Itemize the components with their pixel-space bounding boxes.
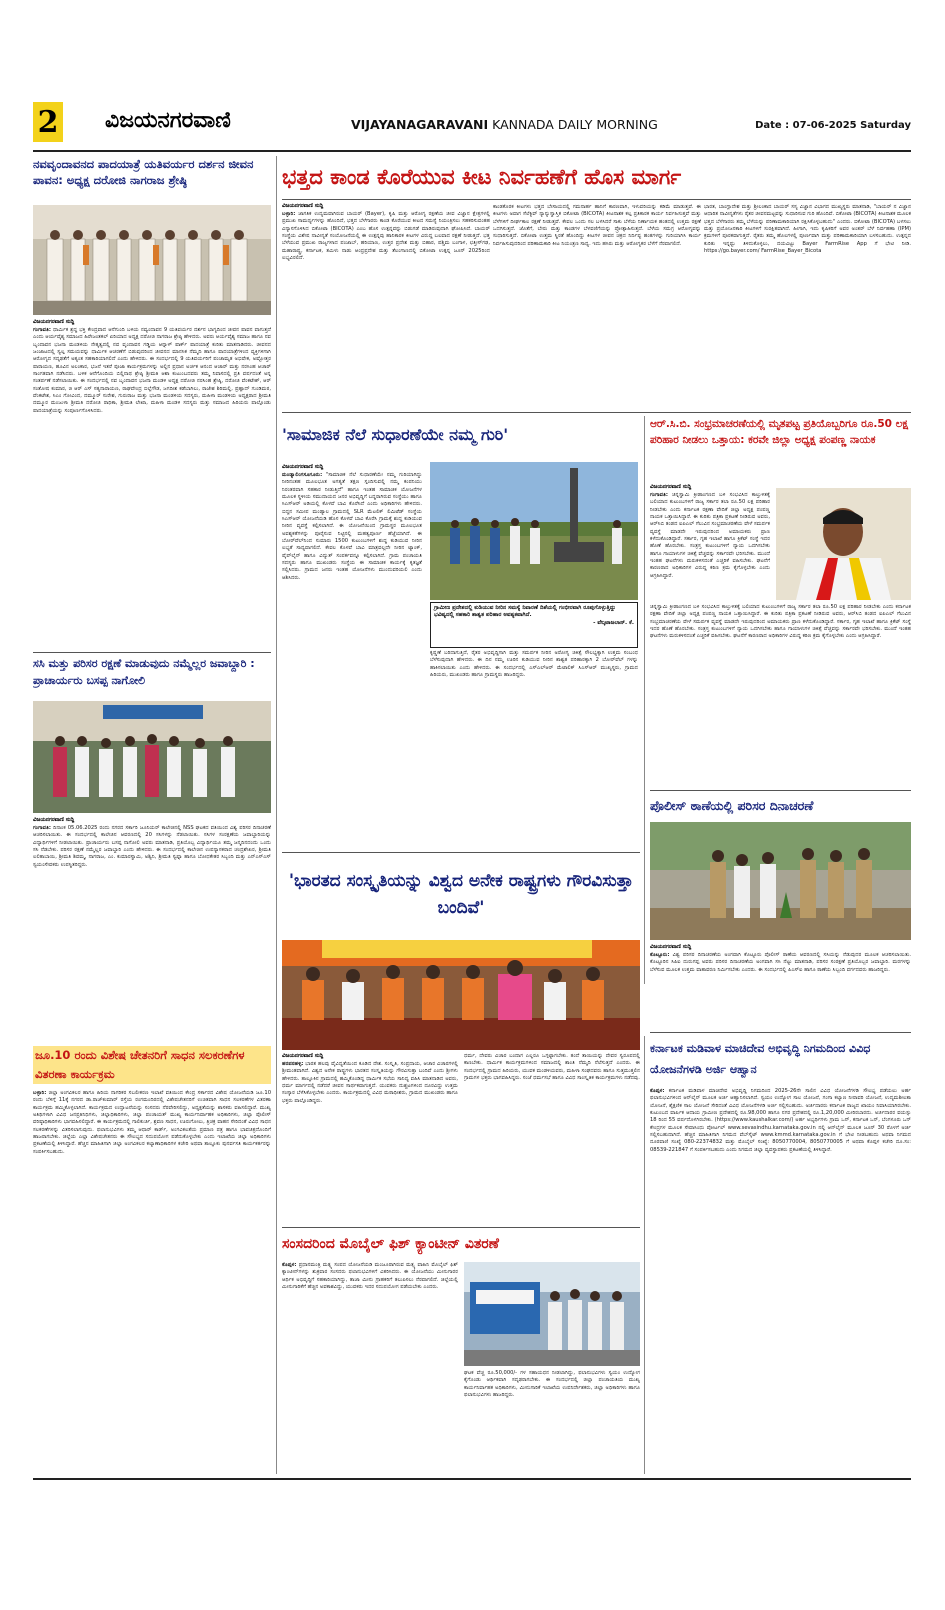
- rule-pest: [282, 199, 911, 200]
- rule-police: [650, 1032, 911, 1033]
- madival-dateline: ಕೊಪ್ಪಳ:: [650, 1088, 665, 1094]
- page-number: 2: [37, 104, 59, 140]
- tools-headline: ಜೂ.10 ರಂದು ವಿಶೇಷ ಚೇತನರಿಗೆ ಸಾಧನ ಸಲಕರಣೆಗಳ ವಿತರಣಾ ಕಾರ್ಯಕ್ರಮ: [33, 1046, 271, 1084]
- rule-col-3: [644, 1036, 645, 1474]
- culture-col2: ಧರ್ಮ, ದೇವರು ವಿಚಾರ ಬಂದಾಗ ಎಲ್ಲರೂ ಒಗ್ಗಟ್ಟಾಗಬೇಕು. ತಂದೆ ತಾಯಿಯನ್ನು ದೇವರ ಸ್ವರೂಪದಲ್ಲಿ ಕಾಣಬೇಕು. ಧಾರ್ಮಿಕ ಕಾರ್ಯಕ್ರಮಗಳಿಂದ ಸಮಾಜದಲ್ಲಿ ಶಾಂತಿ ನೆಮ್ಮದಿ ನೆಲೆಸುತ್ತದೆ ಎಂದರು. ಈ ಸಂದರ್ಭದಲ್ಲಿ ಗ್ರಾಮದ ಹಿರಿಯರು, ಯುವಕ ಮಂಡಳಿಯವರು, ಮಹಿಳಾ ಸಂಘದವರು ಹಾಗೂ ಸುತ್ತಮುತ್ತಲಿನ ಗ್ರಾಮಗಳ ಭಕ್ತರು ಭಾಗವಹಿಸಿದ್ದರು. ಸಂಜೆ ಧರ್ಮಸಭೆ ಹಾಗೂ ವಿವಿಧ ಸಾಂಸ್ಕೃತಿಕ ಕಾರ್ಯಕ್ರಮಗಳು ನಡೆದವು.: [464, 1053, 640, 1082]
- rule-left-1: [33, 652, 271, 653]
- yatra-dateline: ಗಂಗಾವತಿ:: [33, 327, 51, 333]
- pest-dateline: ಬಳ್ಳಾರಿ:: [282, 211, 296, 217]
- police-dateline: ಕೊಟ್ಟೂರು:: [650, 952, 670, 958]
- fish-col2: ಘಟಕ ವೆಚ್ಚ ರೂ.50,000/- ಗಳ ಸಹಾಯಧನ ನೀಡಲಾಗಿದ್ದು, ಫಲಾನುಭವಿಗಳು ಸ್ವಯಂ ಉದ್ಯೋಗ ಕೈಗೊಂಡು ಆರ್ಥಿಕವಾಗಿ ಸದೃಢರಾಗಬೇಕು. ಈ ಸಂದರ್ಭದಲ್ಲಿ ಜಿಲ್ಲಾ ಪಂಚಾಯತಿಯ ಮುಖ್ಯ ಕಾರ್ಯನಿರ್ವಾಹಕ ಅಧಿಕಾರಿಗಳು, ಮೀನುಗಾರಿಕೆ ಇಲಾಖೆಯ ಉಪನಿರ್ದೇಶಕರು, ಜಿಲ್ಲಾ ಅಧಿಕಾರಿಗಳು ಹಾಗೂ ಫಲಾನುಭವಿಗಳು ಹಾಜರಿದ್ದರು.: [464, 1370, 640, 1399]
- masthead-title-en: [351, 117, 658, 132]
- madival-headline: ಕರ್ನಾಟಕ ಮಡಿವಾಳ ಮಾಚಿದೇವ ಅಭಿವೃದ್ಧಿ ನಿಗಮದಿಂದ ವಿವಿಧ ಯೋಜನೆಗಳಡಿ ಅರ್ಜಿ ಆಹ್ವಾನ: [650, 1042, 871, 1076]
- tools-body-text: ಜಿಲ್ಲಾ ಅಂಗವಿಕಲರ ಹಾಗೂ ಹಿರಿಯ ನಾಗರಿಕರ ಸಬಲೀಕರಣ ಇಲಾಖೆ ವತಿಯಿಂದ ಕೇಂದ್ರ ಸರ್ಕಾರದ ವಿಶೇಷ ಯೋಜನೆಯಡಿ ಜೂ.10 ರಂದು ಬೆಳಿಗ್ಗೆ 11ಕ್ಕೆ ನಗರದ ಡಾ.ರಾಜ್‌ಕುಮಾರ್ ರಸ್ತೆಯ ರಂಗಮಂದಿರದಲ್ಲಿ ವಿಶೇಷಚೇತನರಿಗೆ ಉಚಿತವಾಗಿ ಸಾಧನ ಸಲಕರಣೆಗಳ ವಿತರಣಾ ಕಾರ್ಯಕ್ರಮ ಹಮ್ಮಿಕೊಳ್ಳಲಾಗಿದೆ. ಕಾರ್ಯಕ್ರಮದ ಉದ್ಘಾಟನೆಯನ್ನು ಸಂಸದರು ನೆರವೇರಿಸಲಿದ್ದು, ಅಧ್ಯಕ್ಷತೆಯನ್ನು ಶಾಸಕರು ವಹಿಸಲಿದ್ದಾರೆ. ಮುಖ್ಯ ಅತಿಥಿಗಳಾಗಿ ವಿವಿಧ ಜನಪ್ರತಿನಿಧಿಗಳು, ಜಿಲ್ಲಾಧಿಕಾರಿಗಳು, ಜಿಲ್ಲಾ ಪಂಚಾಯತ್ ಮುಖ್ಯ ಕಾರ್ಯನಿರ್ವಾಹಕ ಅಧಿಕಾರಿಗಳು, ಜಿಲ್ಲಾ ಪೊಲೀಸ್ ವರಿಷ್ಠಾಧಿಕಾರಿಗಳು ಭಾಗವಹಿಸಲಿದ್ದಾರೆ. ಈ ಕಾರ್ಯಕ್ರಮದಲ್ಲಿ ಗಾಲಿಕುರ್ಚಿ, ಶ್ರವಣ ಸಾಧನ, ಊರುಗೋಲು, ತ್ರಿಚಕ್ರ ವಾಹನ ಸೇರಿದಂತೆ ವಿವಿಧ ಸಾಧನ ಸಲಕರಣೆಗಳನ್ನು ವಿತರಿಸಲಾಗುವುದು. ಫಲಾನುಭವಿಗಳು ತಮ್ಮ ಆಧಾರ್ ಕಾರ್ಡ್, ಅಂಗವಿಕಲತೆಯ ಪ್ರಮಾಣ ಪತ್ರ ಹಾಗೂ ಭಾವಚಿತ್ರದೊಂದಿಗೆ ಹಾಜರಾಗಬೇಕು. ಜಿಲ್ಲೆಯ ಎಲ್ಲಾ ವಿಶೇಷಚೇತನರು ಈ ಸೌಲಭ್ಯದ ಸದುಪಯೋಗ ಪಡೆದುಕೊಳ್ಳಬೇಕು ಎಂದು ಇಲಾಖೆಯ ಜಿಲ್ಲಾ ಅಧಿಕಾರಿಗಳು ಪ್ರಕಟಣೆಯಲ್ಲಿ ತಿಳಿಸಿದ್ದಾರೆ. ಹೆಚ್ಚಿನ ಮಾಹಿತಿಗಾಗಿ ಜಿಲ್ಲಾ ಅಂಗವಿಕಲರ ಕಲ್ಯಾಣಾಧಿಕಾರಿಗಳ ಕಚೇರಿ ಅಥವಾ ತಾಲ್ಲೂಕು ಪುನರ್ವಸತಿ ಕಾರ್ಯಕರ್ತರನ್ನು ಸಂಪರ್ಕಿಸಬಹುದು.: [33, 1090, 271, 1155]
- rcb-headline: ಆರ್.ಸಿ.ಬಿ. ಸಂಭ್ರಮಾಚರಣೆಯಲ್ಲಿ ಮೃತಪಟ್ಟ ಪ್ರತಿಯೊಬ್ಬರಿಗೂ ರೂ.50 ಲಕ್ಷ ಪರಿಹಾರ ನೀಡಲು ಒತ್ತಾಯ: ಕರವೇ ಜಿಲ್ಲಾ ಅಧ್ಯಕ್ಷ ಪಂಪಣ್ಣ ನಾಯಕ: [650, 418, 909, 446]
- rcb-body-cont: [650, 604, 911, 788]
- social-body1: [282, 472, 422, 848]
- social-caption-box: [430, 602, 638, 648]
- culture-photo: [282, 940, 640, 1050]
- page-number-badge: [33, 102, 63, 142]
- rule-rcb: [650, 790, 911, 791]
- pest-col1-text: ಜಾಗತಿಕ ಉದ್ಯಮವಾಗಿರುವ ಬಾಯರ್ (Bayer), ಕೃಷಿ ಮತ್ತು ಆರೋಗ್ಯ ರಕ್ಷಣೆಯ ಜೀವ ವಿಜ್ಞಾನ ಕ್ಷೇತ್ರಗಳಲ್ಲಿ ಪ್ರಮುಖ ಸಾಮರ್ಥ್ಯಗಳನ್ನು ಹೊಂದಿದೆ, ಭತ್ತದ ಬೆಳೆಗಾರರು ಕಾಂಡ ಕೊರೆಯುವ ಕೀಟದ ಸಮಸ್ಯೆ ನಿಯಂತ್ರಿಸಲು ಸಹಕರಿಸುವಂತಹ ವಿನ್ಯಾಸಗೊಳಿಸಿದ ಬಿಕೋಟಾ (BICOTA) ಎಂಬ ಹೊಸ ಉತ್ಪನ್ನವನ್ನು ಬಿಡುಗಡೆ ಮಾಡಿರುವುದಾಗಿ ಘೋಷಿಸಿದೆ. ಬಾಯರ್ ಸಂಸ್ಥೆಯ ವಿಶೇಷ ನಾವೀನ್ಯತೆ ಸಂಯೋಜನೆಯಲ್ಲಿ ಈ ಉತ್ಪನ್ನವು ಹಾನಿಕಾರಕ ಕೀಟಗಳ ವಿರುದ್ಧ ಬಲವಾದ ರಕ್ಷಣೆ ನೀಡುತ್ತದೆ. ಭತ್ತ ಬೆಳೆಯುವ ಪ್ರಮುಖ ರಾಜ್ಯಗಳಾದ ಪಂಜಾಬ್, ಹರಿಯಾಣ, ಉತ್ತರ ಪ್ರದೇಶ ಮತ್ತು ಬಿಹಾರ, ಪಶ್ಚಿಮ ಬಂಗಾಳ, ಛತ್ತೀಸ್‌ಗಢ, ಮಹಾರಾಷ್ಟ್ರ, ಕರ್ನಾಟಕ, ತಮಿಳು ನಾಡು ಆಂಧ್ರಪ್ರದೇಶ ಮತ್ತು ತೆಲಂಗಾಣದಲ್ಲಿ ಬಿಕೋಟಾ ಉತ್ಪನ್ನ ಜೂನ್ 2025ರಿಂದ ಲಭ್ಯವಿರಲಿದೆ.: [282, 211, 490, 262]
- rcb-dateline: ಗಂಗಾವತಿ:: [650, 492, 668, 498]
- rule-pest-bottom: [282, 412, 911, 413]
- pest-byline: [282, 203, 492, 210]
- madival-body-text: ಕರ್ನಾಟಕ ಮಡಿವಾಳ ಮಾಚಿದೇವ ಅಭಿವೃದ್ಧಿ ನಿಗಮದಿಂದ 2025-26ನೇ ಸಾಲಿನ ವಿವಿಧ ಯೋಜನೆಗಳಡಿ ಸೌಲಭ್ಯ ಪಡೆಯಲು ಅರ್ಹ ಫಲಾನುಭವಿಗಳಿಂದ ಆನ್‌ಲೈನ್ ಮೂಲಕ ಅರ್ಜಿ ಆಹ್ವಾನಿಸಲಾಗಿದೆ. ಸ್ವಯಂ ಉದ್ಯೋಗ ಸಾಲ ಯೋಜನೆ, ಗಂಗಾ ಕಲ್ಯಾಣ ನೀರಾವರಿ ಯೋಜನೆ, ಉದ್ಯಮಶೀಲತಾ ಯೋಜನೆ, ಶೈಕ್ಷಣಿಕ ಸಾಲ ಯೋಜನೆ ಸೇರಿದಂತೆ ವಿವಿಧ ಯೋಜನೆಗಳಡಿ ಅರ್ಜಿ ಸಲ್ಲಿಸಬಹುದು. ಅರ್ಜಿದಾರರು ಕರ್ನಾಟಕ ರಾಜ್ಯದ ಖಾಯಂ ನಿವಾಸಿಯಾಗಿರಬೇಕು. ಕುಟುಂಬದ ವಾರ್ಷಿಕ ಆದಾಯ ಗ್ರಾಮೀಣ ಪ್ರದೇಶದಲ್ಲಿ ರೂ.98,000 ಹಾಗೂ ನಗರ ಪ್ರದೇಶದಲ್ಲಿ ರೂ.1,20,000 ಮೀರಿರಬಾರದು. ಅರ್ಜಿದಾರರ ವಯಸ್ಸು 18 ರಿಂದ 55 ವರ್ಷದೊಳಗಿರಬೇಕು. (https://www.kaushalkar.com/) ಅರ್ಹ ಅಭ್ಯರ್ಥಿಗಳು ಗ್ರಾಮ ಒನ್, ಕರ್ನಾಟಕ ಒನ್, ಬೆಂಗಳೂರು ಒನ್ ಕೇಂದ್ರಗಳ ಮೂಲಕ ಸೇವಾಸಿಂಧು ಪೋರ್ಟಲ್ www.sevasindhu.karnataka.gov.in ನಲ್ಲಿ ಆನ್‌ಲೈನ್ ಮೂಲಕ ಜೂನ್ 30 ರೊಳಗೆ ಅರ್ಜಿ ಸಲ್ಲಿಸಬಹುದಾಗಿದೆ. ಹೆಚ್ಚಿನ ಮಾಹಿತಿಗಾಗಿ ನಿಗಮದ ವೆಬ್‌ಸೈಟ್ www.kmmd.karnataka.gov.in ಗೆ ಭೇಟಿ ನೀಡಬಹುದು ಅಥವಾ ನಿಗಮದ ದೂರವಾಣಿ ಸಂಖ್ಯೆ 080-22374832 ಮತ್ತು ಮೊಬೈಲ್ ಸಂಖ್ಯೆ: 8050770004, 8050770005 ಗೆ ಅಥವಾ ಕೊಪ್ಪಳ ಕಚೇರಿ ದೂ.ಸಂ: 08539-221847 ಗೆ ಸಂಪರ್ಕಿಸಬಹುದು ಎಂದು ನಿಗಮದ ಜಿಲ್ಲಾ ವ್ಯವಸ್ಥಾಪಕರು ಪ್ರಕಟಣೆಯಲ್ಲಿ ತಿಳಿಸಿದ್ದಾರೆ.: [650, 1088, 911, 1153]
- social-photo: [430, 462, 638, 600]
- group-photo-image: [33, 205, 271, 315]
- culture-dateline: ಹರಪನಹಳ್ಳಿ:: [282, 1061, 304, 1067]
- pest-byline-text: ವಿಜಯನಗರವಾಣಿ ಸುದ್ದಿ: [282, 203, 324, 209]
- borewell-photo-image: [430, 462, 638, 600]
- religious-event-image: [282, 940, 640, 1050]
- footer-rule: [33, 1478, 911, 1480]
- fish-col1-text: ಪ್ರಧಾನಮಂತ್ರಿ ಮತ್ಸ್ಯ ಸಂಪದ ಯೋಜನೆಯಡಿ ಮಂಜೂರಾಗಿರುವ ಮತ್ಸ್ಯ ವಾಹಿನಿ ಮೊಬೈಲ್ ಫಿಶ್ ಕ್ಯಾಂಟೀನ್‌ಗಳನ್ನು ಶುಕ್ರವಾರ ಸಂಸದರು ಫಲಾನುಭವಿಗಳಿಗೆ ವಿತರಿಸಿದರು. ಈ ಯೋಜನೆಯು ಮೀನುಗಾರರ ಆರ್ಥಿಕ ಅಭಿವೃದ್ಧಿಗೆ ಸಹಕಾರಿಯಾಗಿದ್ದು, ತಾಜಾ ಮೀನು ಗ್ರಾಹಕರಿಗೆ ತಲುಪಿಸಲು ನೆರವಾಗಲಿದೆ. ಜಿಲ್ಲೆಯಲ್ಲಿ ಮೀನುಗಾರಿಕೆಗೆ ಹೆಚ್ಚಿನ ಅವಕಾಶವಿದ್ದು, ಯುವಕರು ಇದರ ಸದುಪಯೋಗ ಪಡೆಯಬೇಕು ಎಂದರು.: [282, 1262, 458, 1291]
- pest-headline: ಭತ್ತದ ಕಾಂಡ ಕೊರೆಯುವ ಕೀಟ ನಿರ್ವಹಣೆಗೆ ಹೊಸ ಮಾರ್ಗ: [282, 165, 682, 189]
- students-photo-image: [33, 701, 271, 813]
- rule-col-1: [276, 156, 277, 1474]
- rule-fish-top: [282, 1227, 640, 1228]
- yatra-byline: ವಿಜಯನಗರವಾಣಿ ಸುದ್ದಿ: [33, 319, 75, 325]
- social-caption-credit: - ವೆಲ್ಕಟಾಜಲಾನ್. ಕೆ.: [593, 619, 634, 626]
- yatra-body-text: ಧಾರ್ಮಿಕ ಶ್ರದ್ಧ ಭಕ್ತಿ ಕೇಂದ್ರವಾದ ಆನೆಗುಂದಿ ಬಳಿಯ ನವ್ವಂದಾವನ 9 ಯತಿವರ್ಯರ ದರ್ಶನ ಭಾಗ್ಯದಿಂದ ಜೀವನ ಪಾವನ ವಾಗುತ್ತದೆ ಎಂದು ಆರ್ಯವೈಶ್ಯ ಸಮಾಜದ ಹಿರೇಜಂತಕಲ್ ಏರಿಯಾದ ಅಧ್ಯಕ್ಷ ದರೋಜಿ ನಾಗರಾಜ ಶ್ರೇಷ್ಠಿ ಹೇಳಿದರು. ಅವರು ಆರ್ಯವೈಶ್ಯ ಸಮಾಜ ಹಾಗೂ ನವ ಬೃಂದಾವನ ಭಜನಾ ಮಂಡಳಿಯ ನೇತೃತ್ವದಲ್ಲಿ ನವ ವೃಂದಾವನ ಗಡ್ಡಿಯ ಆನ್ನಾಳ್‌ ಪಾರ್ಕ್ ಪಾದಯಾತ್ರೆ ಕುರಿತು ಮಾತನಾಡಿದರು. ಜೀವನದ ಜಂಜಾಟದಲ್ಲಿ ಸ್ವಲ್ಪ ಸಮಯವನ್ನು ಧಾರ್ಮಿಕ ಆಚರಣೆಗೆ ಬಿಡುವುದರಿಂದ ಜೀವನದ ಮಾನಸಿಕ ನೆಮ್ಮದಿ ಹಾಗೂ ಪಾದಯಾತ್ರೆಗಳಿಂದ ವ್ಯಕ್ತಿಗಳಿಗಾಗಿ ಆರೋಗ್ಯದ ಸದೃಢತೆಗೆ ಅತ್ಯಂತ ಸಹಕಾರಿಯಾಗಲಿದೆ ಎಂದು ಹೇಳಿದರು. ಈ ಸಂದರ್ಭದಲ್ಲಿ 9 ಯತಿವರ್ಯರಿಗೆ ಪಂಚಾಮೃತ ಅಭಿಷೇಕ, ಅಷ್ಟೋತ್ತರ ಪಾರಾಯಣ, ಹೂವಿನ ಅಲಂಕಾರ, ಭಜನೆ ಇತರೆ ಪೂಜಾ ಕಾರ್ಯಕ್ರಮಗಳನ್ನು ಅಲ್ಲಿನ ಪ್ರಧಾನ ಅರ್ಚಕ ಆನಂದ ಆಚಾರ್ ಮತ್ತು ನರಸಿಂಹ ಆಚಾರ್ ಸಾಂಗತವಾಗಿ ನಡೆಸಿದರು. ಬಳಿಕ ಆನೆಗೊಂದಿಯ ಬಿಲ್ಲಿನಾಥ ಶ್ರೇಷ್ಠಿ ಶ್ರೀಮತಿ ಆಶಾ ಕುಟುಂಬದವರು ತಮ್ಮ ನಿವಾಸದಲ್ಲಿ ಪ್ರತಿ ವರ್ಷದಂತೆ ಅನ್ನ ಸಂತರ್ಪಣೆ ನಡೆಸಲಾಯಿತು. ಈ ಸಂದರ್ಭದಲ್ಲಿ ನವ ಬೃಂದಾವನ ಭಜನಾ ಮಂಡಳಿ ಅಧ್ಯಕ್ಷ ದರೋಜಿ ನರಸಿಂಹ ಶ್ರೇಷ್ಠಿ, ದರೋಜಿ ವೆಂಕಟೇಶ್, ಆರ್ ಸಂತೋಷ ಕುಮಾರ, ಜಿ ಆರ್ ಎಸ್ ಸತ್ಯನಾರಾಯಣ, ರಾಘವೇಂದ್ರ ಬಿಲ್ಲೆಗೌಡ, ಜಗದೀಶ ಕಡೆಬಾಗಿಲು, ರಾಜೇಶ ಶಿರಿಮಲ್ಲಿ, ಪ್ರಹ್ಲಾದ್ ಗುಂಡಿಮಠ, ವೆಂಕಟೇಶ, ಸಿಎಂ ಗೋವಿಂದ, ದಮ್ಮೂರ್ ಸುರೇಶ, ಗುರುರಾಜ ಮತ್ತು ಭಜನಾ ಮಂಡಳಿಯ ಸದಸ್ಯರು, ಮಹಿಳಾ ಮಂಡಳಿಯ ಅಧ್ಯಕ್ಷರಾದ ಶ್ರೀಮತಿ ದಮ್ಮೂರ ಮಂಜುಳಾ ಶ್ರೀಮತಿ ದರೋಜಿ ರಾಧಿಕಾ, ಶ್ರೀಮತಿ ಲೇಖಾ, ಮಹಿಳಾ ಮಂಡಳಿ ಸದಸ್ಯರು ಮತ್ತು ಸಮಾಜದ ಹಿರಿಯರು ಪಾಲ್ಗೊಂಡು ಪಾದಯಾತ್ರೆಯನ್ನು ಸಂಪೂರ್ಣಗೊಳಿಸಿದರು.: [33, 327, 271, 414]
- police-byline: ವಿಜಯನಗರವಾಣಿ ಸುದ್ದಿ: [650, 944, 692, 950]
- rcb-body-text: ಚಿನ್ನಸ್ವಾಮಿ ಕ್ರೀಡಾಂಗಣದ ಬಳಿ ಸಂಭವಿಸಿದ ಕಾಲ್ತುಳಿತಕ್ಕೆ ಬಲಿಯಾದ ಕುಟುಂಬಗಳಿಗೆ ರಾಜ್ಯ ಸರ್ಕಾರ ತಲಾ ರೂ.50 ಲಕ್ಷ ಪರಿಹಾರ ನೀಡಬೇಕು ಎಂದು ಕರ್ನಾಟಕ ರಕ್ಷಣಾ ವೇದಿಕೆ ಜಿಲ್ಲಾ ಅಧ್ಯಕ್ಷ ಪಂಪಣ್ಣ ನಾಯಕ ಒತ್ತಾಯಿಸಿದ್ದಾರೆ. ಈ ಕುರಿತು ಪತ್ರಿಕಾ ಪ್ರಕಟಣೆ ನೀಡಿರುವ ಅವರು, ಆರ್‌ಸಿಬಿ ತಂಡದ ಐಪಿಎಲ್ ಗೆಲುವಿನ ಸಂಭ್ರಮಾಚರಣೆಯ ವೇಳೆ ಸಮರ್ಪಕ ವ್ಯವಸ್ಥೆ ಮಾಡದೇ ಇರುವುದರಿಂದ ಅಮಾಯಕರು ಪ್ರಾಣ ಕಳೆದುಕೊಂಡಿದ್ದಾರೆ. ಸರ್ಕಾರ, ಗೃಹ ಇಲಾಖೆ ಹಾಗೂ ಕ್ರಿಕೆಟ್ ಸಂಸ್ಥೆ ಇದರ ಹೊಣೆ ಹೊರಬೇಕು. ಸಂತ್ರಸ್ತ ಕುಟುಂಬಗಳಿಗೆ ನ್ಯಾಯ ಒದಗಿಸಬೇಕು ಹಾಗೂ ಗಾಯಾಳುಗಳ ಚಿಕಿತ್ಸೆ ವೆಚ್ಚವನ್ನು ಸರ್ಕಾರವೇ ಭರಿಸಬೇಕು. ಮುಂದೆ ಇಂತಹ ಘಟನೆಗಳು ಮರುಕಳಿಸದಂತೆ ಎಚ್ಚರಿಕೆ ವಹಿಸಬೇಕು. ಘಟನೆಗೆ ಕಾರಣರಾದ ಅಧಿಕಾರಿಗಳ ವಿರುದ್ಧ ಕಠಿಣ ಕ್ರಮ ಕೈಗೊಳ್ಳಬೇಕು ಎಂದು ಆಗ್ರಹಿಸಿದ್ದಾರೆ.: [650, 492, 770, 579]
- masthead-title-bold: VIJAYANAGARAVANI: [351, 117, 489, 132]
- social-body2: ಕೃಷ್ಣಣೆ ಬರಿದಾಗುತ್ತಿದೆ, ರೈತರ ಅಭಿವೃದ್ಧಿಗಾಗಿ ಮತ್ತು ಸಮರ್ಪಕ ನೀರಿನ ಅರೋಗ್ಯ ಚಿಕಿತ್ಸೆ ಸೌಲಭ್ಯಕ್ಕಾಗಿ ಉತ್ತಮ ಸಂಬಂಧ ಬೆಳೆಸುವುದಾಗಿ ಹೇಳಿದರು. ಈ ದಿನ ನಮ್ಮ ಊರಿನ ಕುಡಿಯುವ ನೀರಿನ ಶಾಶ್ವತ ಪರಿಹಾರಕ್ಕಾಗಿ 2 ಬೋರ್‌ವೆಲ್ ಗಳನ್ನು ಹಾಕಿಸಲಾಯಿತು ಎಂದು ಹೇಳಿದರು. ಈ ಸಂದರ್ಭದಲ್ಲಿ ಎಸ್‌ಎಲ್‌ಆರ್ ಮೆಟಾಲಿಕ್ ಸಿಎಸ್‌ಆರ್ ಮುಖ್ಯಸ್ಥರು, ಗ್ರಾಮದ ಹಿರಿಯರು, ಮುಖಂಡರು ಹಾಗೂ ಗ್ರಾಮಸ್ಥರು ಹಾಜರಿದ್ದರು.: [430, 650, 638, 679]
- fish-dateline: ಕೊಪ್ಪಳ:: [282, 1262, 297, 1268]
- social-body1-text: "ಸಾಮಾಜಿಕ ನೆಲೆ ಸುಧಾರಣೆಯೇ ನಮ್ಮ ಗುರಿಯಾಗಿದ್ದು ನೀರಿನಂತಹ ಮೂಲಭೂತ ಅಗತ್ಯತೆ ತಕ್ಷಣ ಸ್ಪಂದಿಸುವಲ್ಲಿ ನಮ್ಮ ಕಂಪನಿಯು ನಿರಂತರವಾಗಿ ಸಹಕಾರ ನೀಡುತ್ತಿದೆ" ಹಾಗೂ ಇಂತಹ ಸಾಮಾಜಿಕ ಯೋಜನೆಗಳ ಮೂಲಕ ಸ್ಥಳೀಯ ಸಮುದಾಯದ ಜನರ ಅಭಿವೃದ್ಧಿಗೆ ಬದ್ಧರಾಗಿರುವ ಸಂಸ್ಥೆಯು ಹಾಗೂ ಸಿಎಸ್‌ಆರ್ ಅಡಿಯಲ್ಲಿ ಕೊಳವೆ ಬಾವಿ ಕೊರೆಸಿದೆ ಎಂದು ಅಧಿಕಾರಿಗಳು ಹೇಳಿದರು. ಬಿದ್ದನ ಸಮೀಪ ಮಂಡ್ಯಾಲ ಗ್ರಾಮದಲ್ಲಿ SLR ಮೆಟಲಿಕ್ ಲಿಮಿಟೆಡ್ ಸಂಸ್ಥೆಯ ಸಿಎಸ್‌ಆರ್ ಯೋಜನೆಯಡಿ ಹೊಸ ಕೊಳವೆ ಬಾವಿ ಕೊರೆಸಿ ಗ್ರಾಮಕ್ಕೆ ಶುದ್ಧ ಕುಡಿಯುವ ನೀರಿನ ವ್ಯವಸ್ಥೆ ಕಲ್ಪಿಸಲಾಗಿದೆ. ಈ ಯೋಜನೆಯಿಂದ ಗ್ರಾಮಸ್ಥರ ಮೂಲಭೂತ ಅವಶ್ಯಕತೆಗಳನ್ನು ಪೂರೈಸುವ ನಿಟ್ಟಿನಲ್ಲಿ ಮಹತ್ವಪೂರ್ಣ ಹೆಜ್ಜೆಯಾಗಿದೆ. ಈ ಬೋರ್‌ವೆಲ್‌ನಿಂದ ಸುಮಾರು 1500 ಕುಟುಂಬಗಳಿಗೆ ಶುದ್ಧ ಕುಡಿಯುವ ನೀರಿನ ಲಭ್ಯತೆ ಸಾಧ್ಯವಾಗಲಿದೆ. ಕೇವಲ ಕೊಳವೆ ಬಾವಿ ಮಾತ್ರವಲ್ಲದೇ ನೀರಿನ ಟ್ಯಾಂಕ್, ಪೈಪ್‌ಲೈನ್ ಹಾಗೂ ವಿದ್ಯುತ್ ಸಂಪರ್ಕವನ್ನೂ ಕಲ್ಪಿಸಲಾಗಿದೆ. ಗ್ರಾಮ ಪಂಚಾಯತಿ ಸದಸ್ಯರು ಹಾಗೂ ಮುಖಂಡರು ಸಂಸ್ಥೆಯ ಈ ಸಾಮಾಜಿಕ ಕಾರ್ಯಕ್ಕೆ ಕೃತಜ್ಞತೆ ಸಲ್ಲಿಸಿದರು. ಗ್ರಾಮದ ಜನರು ಇಂತಹ ಯೋಜನೆಗಳು ಮುಂದುವರಿಯಲಿ ಎಂದು ಆಶಿಸಿದರು.: [282, 472, 422, 581]
- social-headline: 'ಸಾಮಾಜಿಕ ನೆಲೆ ಸುಧಾರಣೆಯೇ ನಮ್ಮ ಗುರಿ': [282, 425, 509, 444]
- saplings-dateline: ಗಂಗಾವತಿ:: [33, 825, 51, 831]
- fish-headline: ಸಂಸದರಿಂದ ಮೊಬೈಲ್ ಫಿಶ್ ಕ್ಯಾಂಟೀನ್ ವಿತರಣೆ: [282, 1236, 499, 1252]
- rcb-body-cont-text: ಚಿನ್ನಸ್ವಾಮಿ ಕ್ರೀಡಾಂಗಣದ ಬಳಿ ಸಂಭವಿಸಿದ ಕಾಲ್ತುಳಿತಕ್ಕೆ ಬಲಿಯಾದ ಕುಟುಂಬಗಳಿಗೆ ರಾಜ್ಯ ಸರ್ಕಾರ ತಲಾ ರೂ.50 ಲಕ್ಷ ಪರಿಹಾರ ನೀಡಬೇಕು ಎಂದು ಕರ್ನಾಟಕ ರಕ್ಷಣಾ ವೇದಿಕೆ ಜಿಲ್ಲಾ ಅಧ್ಯಕ್ಷ ಪಂಪಣ್ಣ ನಾಯಕ ಒತ್ತಾಯಿಸಿದ್ದಾರೆ. ಈ ಕುರಿತು ಪತ್ರಿಕಾ ಪ್ರಕಟಣೆ ನೀಡಿರುವ ಅವರು, ಆರ್‌ಸಿಬಿ ತಂಡದ ಐಪಿಎಲ್ ಗೆಲುವಿನ ಸಂಭ್ರಮಾಚರಣೆಯ ವೇಳೆ ಸಮರ್ಪಕ ವ್ಯವಸ್ಥೆ ಮಾಡದೇ ಇರುವುದರಿಂದ ಅಮಾಯಕರು ಪ್ರಾಣ ಕಳೆದುಕೊಂಡಿದ್ದಾರೆ. ಸರ್ಕಾರ, ಗೃಹ ಇಲಾಖೆ ಹಾಗೂ ಕ್ರಿಕೆಟ್ ಸಂಸ್ಥೆ ಇದರ ಹೊಣೆ ಹೊರಬೇಕು. ಸಂತ್ರಸ್ತ ಕುಟುಂಬಗಳಿಗೆ ನ್ಯಾಯ ಒದಗಿಸಬೇಕು ಹಾಗೂ ಗಾಯಾಳುಗಳ ಚಿಕಿತ್ಸೆ ವೆಚ್ಚವನ್ನು ಸರ್ಕಾರವೇ ಭರಿಸಬೇಕು. ಮುಂದೆ ಇಂತಹ ಘಟನೆಗಳು ಮರುಕಳಿಸದಂತೆ ಎಚ್ಚರಿಕೆ ವಹಿಸಬೇಕು. ಘಟನೆಗೆ ಕಾರಣರಾದ ಅಧಿಕಾರಿಗಳ ವಿರುದ್ಧ ಕಠಿಣ ಕ್ರಮ ಕೈಗೊಳ್ಳಬೇಕು ಎಂದು ಆಗ್ರಹಿಸಿದ್ದಾರೆ.: [650, 604, 911, 640]
- social-byline: ವಿಜಯನಗರವಾಣಿ ಸುದ್ದಿ: [282, 464, 324, 470]
- police-photo: [650, 822, 911, 940]
- rule-culture-top: [282, 852, 640, 853]
- masthead-subtitle: KANNADA DAILY MORNING: [492, 117, 658, 132]
- masthead-rule: [33, 150, 911, 152]
- masthead-logo-kn: ವಿಜಯನಗರವಾಣಿ: [105, 108, 231, 133]
- social-dateline: ಮಂಡ್ಯಾಲಿಂಗಸೂಗೂರು:: [282, 472, 323, 478]
- pest-col3: ಭಾರತ, ಬಾಂಗ್ಲಾದೇಶ ಮತ್ತು ಶ್ರೀಲಂಕಾದ ಬಾಯರ್ ಸಸ್ಯ ವಿಜ್ಞಾನ ವಿಭಾಗದ ಮುಖ್ಯಸ್ಥರು ಮಾತನಾಡಿ, "ಬಾಯರ್ ನ ವಿಜ್ಞಾನ ಆಧಾರಿತ ನಾವೀನ್ಯತೆಗಳು ರೈತರ ಜೀವನಮಟ್ಟವನ್ನು ಸುಧಾರಿಸುವ ಗುರಿ ಹೊಂದಿವೆ. ಬಿಕೋಟಾ (BICOTA) ಕೀಟನಾಶಕ ಮೂಲಕ ಭತ್ತದ ಬೆಳೆಗಾರರು ತಮ್ಮ ಬೆಳೆಯನ್ನು ಪರಿಣಾಮಕಾರಿಯಾಗಿ ರಕ್ಷಿಸಿಕೊಳ್ಳಬಹುದು" ಎಂದರು. ಬಿಕೋಟಾ (BICOTA) ಬಳಸಲು ಮತ್ತು ಪ್ರಯೋಜನಕಾರಿ ಕೀಟಗಳಿಗೆ ಸುರಕ್ಷಿತವಾಗಿದೆ. ಹೀಗಾಗಿ, ಇದು ಕೃಷಿಕರಿಗೆ ಅವರ ಅಂತರ್ ಬೆಳೆ ನಿರ್ವಹಣಾ (IPM) ಕ್ರಮಗಳಿಗೆ ಪೂರಕವಾಗುತ್ತದೆ. ರೈತರು ತಮ್ಮ ಹೊಲಗಳಲ್ಲಿ ಪೂರ್ಣವಾಗಿ ಮತ್ತು ಪರಿಣಾಮಕಾರಿಯಾಗಿ ಬಳಸಬಹುದು. ಉತ್ಪನ್ನದ ಕುರಿತು ಇನ್ನಷ್ಟು ತಿಳಿದುಕೊಳ್ಳಲು, ದಯವಿಟ್ಟು Bayer FarmRise App ಗೆ ಭೇಟಿ ನೀಡಿ. https://go.bayer.com/ FarmRise_Bayer_Bicota: [704, 204, 911, 255]
- culture-headline: 'ಭಾರತದ ಸಂಸ್ಕೃತಿಯನ್ನು ವಿಶ್ವದ ಅನೇಕ ರಾಷ್ಟ್ರಗಳು ಗೌರವಿಸುತ್ತಾ ಬಂದಿವೆ': [288, 871, 634, 918]
- rcb-byline: ವಿಜಯನಗರವಾಣಿ ಸುದ್ದಿ: [650, 484, 692, 490]
- yatra-headline: ನವವೃಂದಾವನದ ಪಾದಯಾತ್ರೆ ಯತಿವರ್ಯರ ದರ್ಶನ ಜೀವನ ಪಾವನ: ಅಧ್ಯಕ್ಷ ದರೋಜಿ ನಾಗರಾಜ ಶ್ರೇಷ್ಠಿ: [33, 157, 254, 187]
- tools-dateline: ಬಳ್ಳಾರಿ:: [33, 1090, 47, 1096]
- fish-canteen-image: [464, 1262, 640, 1366]
- masthead: [33, 98, 911, 148]
- madival-body: [650, 1088, 911, 1474]
- pest-col2: ಕಾಂಡಕೊರಕ ಕೀಟಗಳು ಭತ್ತದ ಬೇಸಾಯದಲ್ಲಿ ಗಮನಾರ್ಹ ಹಾನಿಗೆ ಕಾರಣವಾಗಿ, ಇಳುವರಿಯನ್ನು ಕಡಿಮೆ ಮಾಡುತ್ತವೆ. ಈ ಕೀಟಗಳು ಅವಾಗ ಸೆಲೆಕ್ಟಿವ್ ನ್ಯಾನ್ಯುಸ್ವಾಸ್ತಿಕ ಬಿಕೋಟಾ (BICOTA) ಕೀಟನಾಶಕ ಕಲ್ಪ ಪ್ರತಿಕಾರಕ ಕಾರ್ಯ ನಿರ್ವಹಿಸುತ್ತವೆ ಮತ್ತು ಬೆಳೆಗಳಿಗೆ ದೀರ್ಘಕಾಲ ರಕ್ಷಣೆ ನೀಡುತ್ತವೆ. ಕೇವಲ ಒಂದು ಸಲ ಬಳಸಿದರೆ ಸಾಕು ಬೆಳೆಯ ನಿರ್ಣಾಯಕ ಹಂತದಲ್ಲಿ ಉತ್ತಮ ರಕ್ಷಣೆ ಒದಗಿಸುತ್ತದೆ. ಜೊತೆಗೆ, ಬೇರು ಮತ್ತು ಕಾಂಡಗಳ ಬೆಳವಣಿಗೆಯನ್ನು ಪ್ರೋತ್ಸಾಹಿಸುತ್ತದೆ. ಬೆಳೆಯ ಸಮಗ್ರ ಆರೋಗ್ಯವನ್ನು ಸುಧಾರಿಸುತ್ತದೆ. ಬಿಕೋಟಾ ಉತ್ತಮ ಸ್ಥಿರತೆ ಹೊಂದಿದ್ದು ಕೀಟಗಳ ಜೀವನ ಚಕ್ರದ ನಿರ್ದಿಷ್ಟ ಹಂತಗಳನ್ನು ಗುರಿಯಾಗಿಸಿ ಕಾರ್ಯ ನಿರ್ವಹಿಸುವುದರಿಂದ ಪರಿಣಾಮಕಾರಿ ಕೀಟ ನಿಯಂತ್ರಣ ಸಾಧ್ಯ. ಇದು ಹಸಿರು ಮತ್ತು ಆರೋಗ್ಯಕರ ಬೆಳೆಗೆ ನೆರವಾಗಲಿದೆ.: [493, 204, 701, 247]
- yatra-photo: [33, 205, 271, 315]
- saplings-byline: ವಿಜಯನಗರವಾಣಿ ಸುದ್ದಿ: [33, 817, 75, 823]
- portrait-image: [776, 488, 911, 600]
- pest-col1: [282, 211, 490, 409]
- rule-col-2: [644, 416, 645, 984]
- saplings-body-text: ದಿನಾಂಕ 05.06.2025 ರಂದು ನಗರದ ಸರ್ಕಾರಿ ಜೂನಿಯರ್ ಕಾಲೇಜಿನಲ್ಲಿ NSS ಘಟಕದ ವತಿಯಿಂದ ವಿಶ್ವ ಪರಿಸರ ದಿನಾಚರಣೆ ಆಚರಿಸಲಾಯಿತು. ಈ ಸಂದರ್ಭದಲ್ಲಿ ಕಾಲೇಜಿನ ಆವರಣದಲ್ಲಿ 20 ಸಸಿಗಳನ್ನು ನೆಡಲಾಯಿತು. ಸಸಿಗಳ ಸಂರಕ್ಷಣೆಯ ಜವಾಬ್ದಾರಿಯನ್ನು ವಿದ್ಯಾರ್ಥಿಗಳಿಗೆ ನೀಡಲಾಯಿತು. ಪ್ರಾಚಾರ್ಯರು ಬಸಪ್ಪ ನಾಗೋಲಿ ಅವರು ಮಾತನಾಡಿ, ಪ್ರತಿಯೊಬ್ಬ ವಿದ್ಯಾರ್ಥಿಯೂ ತಮ್ಮ ಜನ್ಮದಿನದಂದು ಒಂದು ಸಸಿ ನೆಡಬೇಕು. ಪರಿಸರ ರಕ್ಷಣೆ ನಮ್ಮೆಲ್ಲರ ಜವಾಬ್ದಾರಿ ಎಂದು ಹೇಳಿದರು. ಈ ಸಂದರ್ಭದಲ್ಲಿ ಕಾಲೇಜಿನ ಉಪನ್ಯಾಸಕರಾದ ಚಂದ್ರಶೇಖರ, ಶ್ರೀಮತಿ ಲಲಿತಾಬಾಯಿ, ಶ್ರೀಮತಿ ಶಿವಮ್ಮ, ನಾಗರಾಜ, ಎಂ. ಕುಮಾರಸ್ವಾಮಿ, ಅಶ್ವಿನಿ, ಶ್ರೀಮತಿ ಸ್ವಪ್ನಾ ಹಾಗೂ ಬೋಧಕೇತರ ಸಿಬ್ಬಂದಿ ಮತ್ತು ಎನ್‌ಎಸ್‌ಎಸ್ ಸ್ವಯಂಸೇವಕರು ಉಪಸ್ಥಿತರಿದ್ದರು.: [33, 825, 271, 868]
- police-headline: ಪೊಲೀಸ್ ಠಾಣೆಯಲ್ಲಿ ಪರಿಸರ ದಿನಾಚರಣೆ: [650, 798, 814, 813]
- fish-col1: [282, 1262, 458, 1474]
- tools-body: [33, 1090, 271, 1472]
- social-caption: ಗ್ರಾಮೀಣ ಪ್ರದೇಶದಲ್ಲಿ ಕುಡಿಯುವ ನೀರಿನ ಸಮಸ್ಯೆ ನಿವಾರಣೆ ದಿಶೆಯಲ್ಲಿ ಗಂಭೀರವಾಗಿ ರೂಪುಗೊಳ್ಳುತ್ತಿದ್ದು ಭವಿಷ್ಯದಲ್ಲಿ ಸಹಕಾರಿ ಶಾಶ್ವತ ಪರಿಹಾರ ಅವಶ್ಯಕವಾಗಿದೆ.: [434, 605, 616, 619]
- rcb-portrait: [776, 488, 911, 600]
- saplings-body: [33, 825, 271, 1039]
- saplings-photo: [33, 701, 271, 813]
- fish-photo: [464, 1262, 640, 1366]
- culture-col1: [282, 1061, 458, 1224]
- saplings-headline: ಸಸಿ ಮತ್ತು ಪರಿಸರ ರಕ್ಷಣೆ ಮಾಡುವುದು ನಮ್ಮೆಲ್ಲರ ಜವಾಬ್ದಾರಿ : ಪ್ರಾಚಾರ್ಯರು ಬಸಪ್ಪ ನಾಗೋಲಿ: [33, 657, 255, 687]
- police-body: [650, 952, 911, 1028]
- police-plantation-image: [650, 822, 911, 940]
- culture-byline: ವಿಜಯನಗರವಾಣಿ ಸುದ್ದಿ: [282, 1053, 324, 1059]
- rcb-body: [650, 492, 770, 600]
- masthead-date: Date : 07-06-2025 Saturday: [755, 120, 911, 131]
- police-body-text: ವಿಶ್ವ ಪರಿಸರ ದಿನಾಚರಣೆಯ ಅಂಗವಾಗಿ ಕೊಟ್ಟೂರು ಪೊಲೀಸ್ ಠಾಣೆಯ ಆವರಣದಲ್ಲಿ ಸಸಿಯನ್ನು ನೆಡುವುದರ ಮೂಲಕ ಆಚರಿಸಲಾಯಿತು. ಕೊಟ್ಟೂರಿನ ಸಿಪಿಐ ದುರುಗಪ್ಪ ಅವರು ಪರಿಸರ ದಿನಾಚರಣೆಯ ಅಂಗವಾಗಿ ಸಸಿ ನೆಟ್ಟು ಮಾತನಾಡಿ, ಪರಿಸರ ಸಂರಕ್ಷಣೆ ಪ್ರತಿಯೊಬ್ಬರ ಜವಾಬ್ದಾರಿ. ಮರಗಳನ್ನು ಬೆಳೆಸುವ ಮೂಲಕ ಉತ್ತಮ ವಾತಾವರಣ ನಿರ್ಮಿಸಬೇಕು ಎಂದರು. ಈ ಸಂದರ್ಭದಲ್ಲಿ ಪಿಎಸ್‌ಐ ಹಾಗೂ ಠಾಣೆಯ ಸಿಬ್ಬಂದಿ ವರ್ಗದವರು ಹಾಜರಿದ್ದರು.: [650, 952, 911, 973]
- yatra-body: [33, 327, 271, 649]
- culture-col1-text: ಭಾರತ ಹಲವು ವೈವಿಧ್ಯತೆಯಿಂದ ಕೂಡಿದ ದೇಶ. ಸಂಸ್ಕೃತಿ, ಸಂಪ್ರದಾಯ, ಆಚಾರ ವಿಚಾರಗಳಲ್ಲಿ ಶ್ರೀಮಂತವಾಗಿದೆ. ವಿಶ್ವದ ಅನೇಕ ರಾಷ್ಟ್ರಗಳು ಭಾರತದ ಸಂಸ್ಕೃತಿಯನ್ನು ಗೌರವಿಸುತ್ತಾ ಬಂದಿವೆ ಎಂದು ಶ್ರೀಗಳು ಹೇಳಿದರು. ತಾಲ್ಲೂಕಿನ ಗ್ರಾಮದಲ್ಲಿ ಹಮ್ಮಿಕೊಂಡಿದ್ದ ಧಾರ್ಮಿಕ ಸಭೆಯ ಸಾನಿಧ್ಯ ವಹಿಸಿ ಮಾತನಾಡಿದ ಅವರು, ಧರ್ಮ ಮಾರ್ಗದಲ್ಲಿ ನಡೆದರೆ ಜೀವನ ಸಾರ್ಥಕವಾಗುತ್ತದೆ. ಯುವಕರು ದುಶ್ಚಟಗಳಿಂದ ದೂರವಿದ್ದು ಉತ್ತಮ ಸಂಸ್ಕಾರ ಬೆಳೆಸಿಕೊಳ್ಳಬೇಕು ಎಂದರು. ಕಾರ್ಯಕ್ರಮದಲ್ಲಿ ವಿವಿಧ ಮಠಾಧೀಶರು, ಗ್ರಾಮದ ಮುಖಂಡರು ಹಾಗೂ ಭಕ್ತರು ಪಾಲ್ಗೊಂಡಿದ್ದರು.: [282, 1061, 458, 1104]
